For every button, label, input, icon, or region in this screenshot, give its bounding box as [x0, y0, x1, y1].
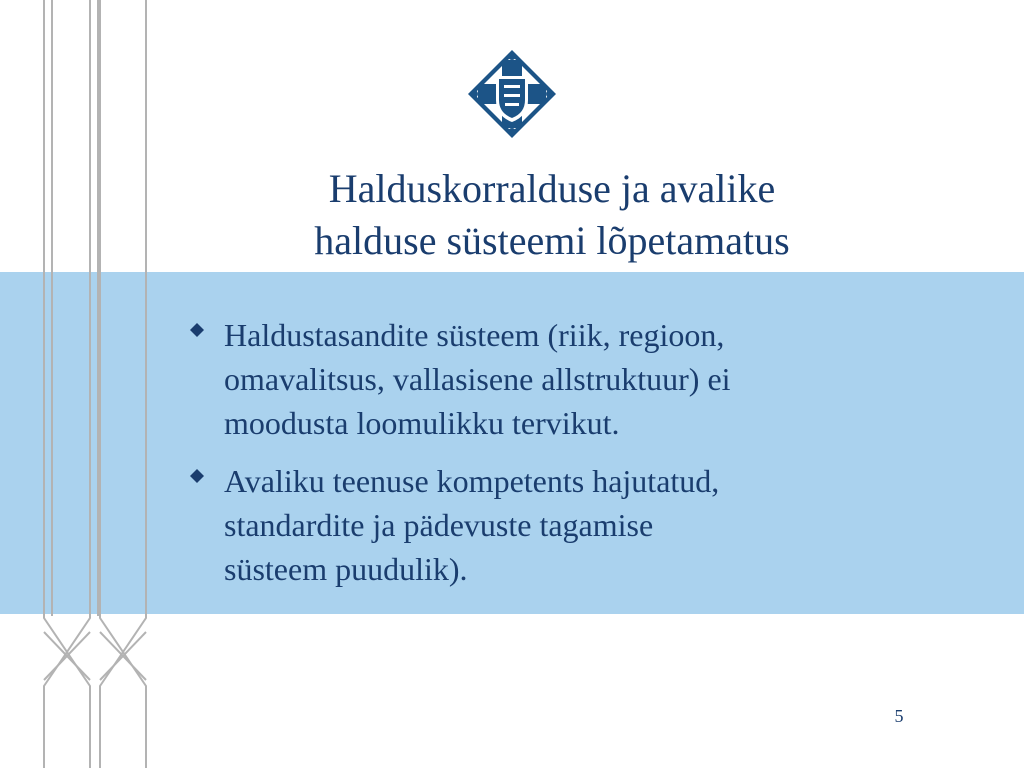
bullet-line: standardite ja pädevuste tagamise [224, 507, 654, 543]
bullet-line: Avaliku teenuse kompetents hajutatud, [224, 463, 720, 499]
bullet-line: süsteem puudulik). [224, 551, 468, 587]
diamond-bullet-icon [189, 322, 205, 338]
bullet-item [186, 313, 886, 445]
slide-title-line: Halduskorralduse ja avalike [328, 166, 776, 211]
slide-title [200, 163, 904, 267]
state-emblem-icon [466, 48, 558, 140]
page-number: 5 [894, 706, 904, 726]
bullet-item [186, 459, 886, 591]
decorative-vertical-lines [0, 0, 160, 768]
diamond-bullet-icon [189, 468, 205, 484]
slide-title-line: halduse süsteemi lõpetamatus [314, 218, 790, 263]
bullet-list [186, 313, 886, 605]
bullet-line: moodusta loomulikku tervikut. [224, 405, 620, 441]
bullet-line: omavalitsus, vallasisene allstruktuur) ei [224, 361, 731, 397]
bullet-line: Haldustasandite süsteem (riik, regioon, [224, 317, 725, 353]
